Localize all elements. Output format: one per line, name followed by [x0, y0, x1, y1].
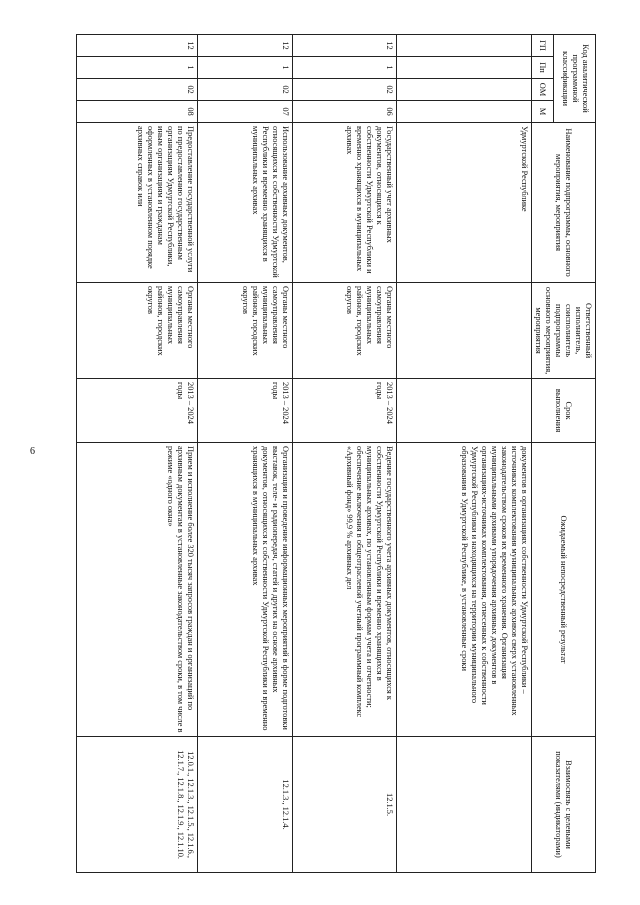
header-m: М [531, 101, 554, 123]
table-header-row [554, 35, 596, 873]
header-gp: ГП [531, 35, 554, 57]
cell-om: 02 [77, 79, 198, 101]
cell-relation: 12.1.3., 12.1.4. [197, 737, 292, 873]
cell-responsible: Органы местного самоуправления муниципальных районов, городских округов [197, 283, 292, 379]
cell-name: Предоставление государственной услуги по предоставлению государственным организациям Удмуртской Республики, иным организациям и гражданам оформленных в установленном порядке архивных справок или [77, 123, 198, 283]
cell-relation [396, 737, 531, 873]
cell-name: Использование архивных документов, относящихся к собственности Удмуртской Республики и временно хранящихся в муниципальных архивах [197, 123, 292, 283]
cell-relation: 12.0.1., 12.1.3., 12.1.5., 12.1.6., 12.1.7., 12.1.8., 12.1.9., 12.1.10. [77, 737, 198, 873]
cell-name: Государственный учет архивных документов, относящихся к собственности Удмуртской Республики и временно хранящихся в муниципальных архивах [292, 123, 396, 283]
program-table [76, 34, 596, 873]
cell-pp: 1 [292, 57, 396, 79]
cell-result: Ведение государственного учета архивных документов, относящихся к собственности Удмуртской Республики и временно хранящихся в муниципальных архивах, по установленным формам учета и отчетности; обеспечение включения в общеотраслевой учетный программный комплекс «Архивный фонд» 99,9 % архивных дел [292, 443, 396, 737]
cell-relation: 12.1.5. [292, 737, 396, 873]
cell-pp [396, 57, 531, 79]
cell-name: Удмуртской Республике [396, 123, 531, 283]
cell-gp [396, 35, 531, 57]
cell-m: 07 [197, 101, 292, 123]
cell-result: Организация и проведение информационных мероприятий в форме подготовки выставок, теле- и радиопередач, статей и других на основе архивных документов, относящихся к собственности Удмуртской Республики и временно хранящихся в муниципальных архивах [197, 443, 292, 737]
cell-om: 02 [197, 79, 292, 101]
header-name: Наименование подпрограммы, основного мероприятия, мероприятия [531, 123, 595, 283]
cell-pp: 1 [197, 57, 292, 79]
cell-result: Прием и исполнение более 320 тысяч запросов граждан и организаций по архивным документам в установленные законодательством сроки, в том числе в режиме «одного окна» [77, 443, 198, 737]
table-row [292, 35, 396, 873]
header-responsible: Ответственный исполнитель, соисполнитель подпрограммы основного мероприятия, мероприятия [531, 283, 595, 379]
header-result: Ожидаемый непосредственный результат [531, 443, 595, 737]
cell-result: документов в организациях собственности Удмуртской Республики – источниках комплектования муниципальных архивов сверх установленных законодательством сроков их временного хранения. Организация муниципальными архивами упорядочения архивных документов в организациях-источниках комплектования, отнесенных к собственности Удмуртской Республики и находящихся на территории муниципального образования в Удмуртской Республике, в установленные сроки [396, 443, 531, 737]
cell-term: 2013 – 2024 годы [292, 379, 396, 443]
cell-term [396, 379, 531, 443]
cell-term: 2013 – 2024 годы [197, 379, 292, 443]
cell-m [396, 101, 531, 123]
cell-om [396, 79, 531, 101]
cell-responsible [396, 283, 531, 379]
cell-m: 08 [77, 101, 198, 123]
header-pp: Пп [531, 57, 554, 79]
cell-gp: 12 [292, 35, 396, 57]
cell-gp: 12 [77, 35, 198, 57]
page-number: 6 [30, 446, 35, 457]
cell-responsible: Органы местного самоуправления муниципальных районов, городских округов [292, 283, 396, 379]
cell-gp: 12 [197, 35, 292, 57]
table-row [396, 35, 531, 873]
table-row [77, 35, 198, 873]
table-row [197, 35, 292, 873]
cell-pp: 1 [77, 57, 198, 79]
rotated-table-container [76, 34, 596, 872]
header-om: ОМ [531, 79, 554, 101]
cell-responsible: Органы местного самоуправления муниципальных районов, городских округов [77, 283, 198, 379]
header-code-group: Код аналитической программной классификации [554, 35, 596, 123]
cell-om: 02 [292, 79, 396, 101]
cell-m: 06 [292, 101, 396, 123]
header-term: Срок выполнения [531, 379, 595, 443]
header-relation: Взаимосвязь с целевыми показателями (индикаторами) [531, 737, 595, 873]
cell-term: 2013 – 2024 годы [77, 379, 198, 443]
